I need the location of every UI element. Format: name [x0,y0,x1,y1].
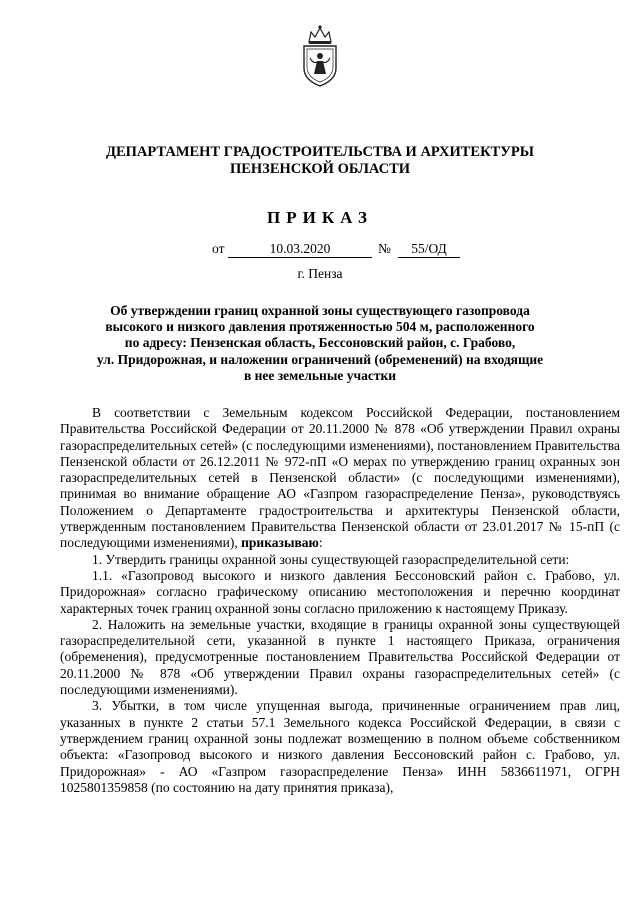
penza-coat-of-arms-icon [299,24,341,88]
item-3: 3. Убытки, в том числе упущенная выгода, причиненные ограничением прав лиц, указанных в пункте 2 статьи 57.1 Земельного кодекса Российской Федерации, в связи с утверждением границ охранной зоны подлежат возмещению в полном объеме собственником объекта: «Газопровод высокого и низкого давления Бессоновский район с. Грабово, ул. Придорожная» - АО «Газпром газораспределение Пенза» ИНН 5836611971, ОГРН 1025801359858 (по состоянию на дату принятия приказа), [60,698,620,795]
department-name [0,144,640,178]
order-title [60,303,580,384]
title-line: Об утверждении границ охранной зоны существующего газопровода [110,303,530,318]
department-line-2: ПЕНЗЕНСКОЙ ОБЛАСТИ [229,161,411,177]
item-1-1: 1.1. «Газопровод высокого и низкого давления Бессоновский район с. Грабово, ул. Придорожная» согласно графическому описанию местоположения и перечню координат характерных точек границ охранной зоны согласно приложению к настоящему Приказу. [60,567,620,616]
document-body [60,405,620,796]
department-line-1: ДЕПАРТАМЕНТ ГРАДОСТРОИТЕЛЬСТВА И АРХИТЕКТУРЫ [105,144,535,160]
order-colon: : [318,535,323,551]
title-line: ул. Придорожная, и наложении ограничений (обременений) на входящие [96,351,544,367]
reference-line [0,241,640,261]
title-line: высокого и низкого давления протяженностью 504 м, расположенного [105,319,535,335]
item-2: 2. Наложить на земельные участки, входящие в границы охранной зоны существующей газораспределительной сети, указанной в пункте 1 настоящего Приказа, ограничения (обременения), предусмотренные постановлением Правительства Российской Федерации от 20.11.2000 № 878 «Об утверждении Правил охраны газораспределительных сетей» (с последующими изменениями). [60,616,620,698]
number-value: 55/ОД [398,241,460,258]
number-label: № [378,241,391,256]
date-label: от [212,241,225,256]
title-line: в нее земельные участки [243,367,397,383]
item-1: 1. Утвердить границы охранной зоны существующей газораспределительной сети: [92,551,570,567]
preamble-paragraph [60,405,620,552]
title-line: по адресу: Пензенская область, Бессоновский район, с. Грабово, [124,335,516,351]
date-value: 10.03.2020 [228,241,372,258]
city: г. Пенза [297,266,343,281]
preamble-text: В соответствии с Земельным кодексом Российской Федерации, постановлением Правительства Российской Федерации от 20.11.2000 № 878 «Об утверждении Правил охраны газораспределительных сетей» (с последующими изменениями), постановлением Правительства Пензенской области от 26.12.2011 № 972-пП «О мерах по утверждению границ охранных зон газораспределительных сетей в Пензенской области» (с последующими изменениями), принимая во внимание обращение АО «Газпром газораспределение Пенза», руководствуясь Положением о Департаменте градостроительства и архитектуры Пензенской области, утвержденным постановлением Правительства Пензенской области от 23.01.2017 № 15-пП (с последующими изменениями), [60,405,620,551]
document-type: ПРИКАЗ [267,208,373,227]
order-word: приказываю [241,535,319,551]
